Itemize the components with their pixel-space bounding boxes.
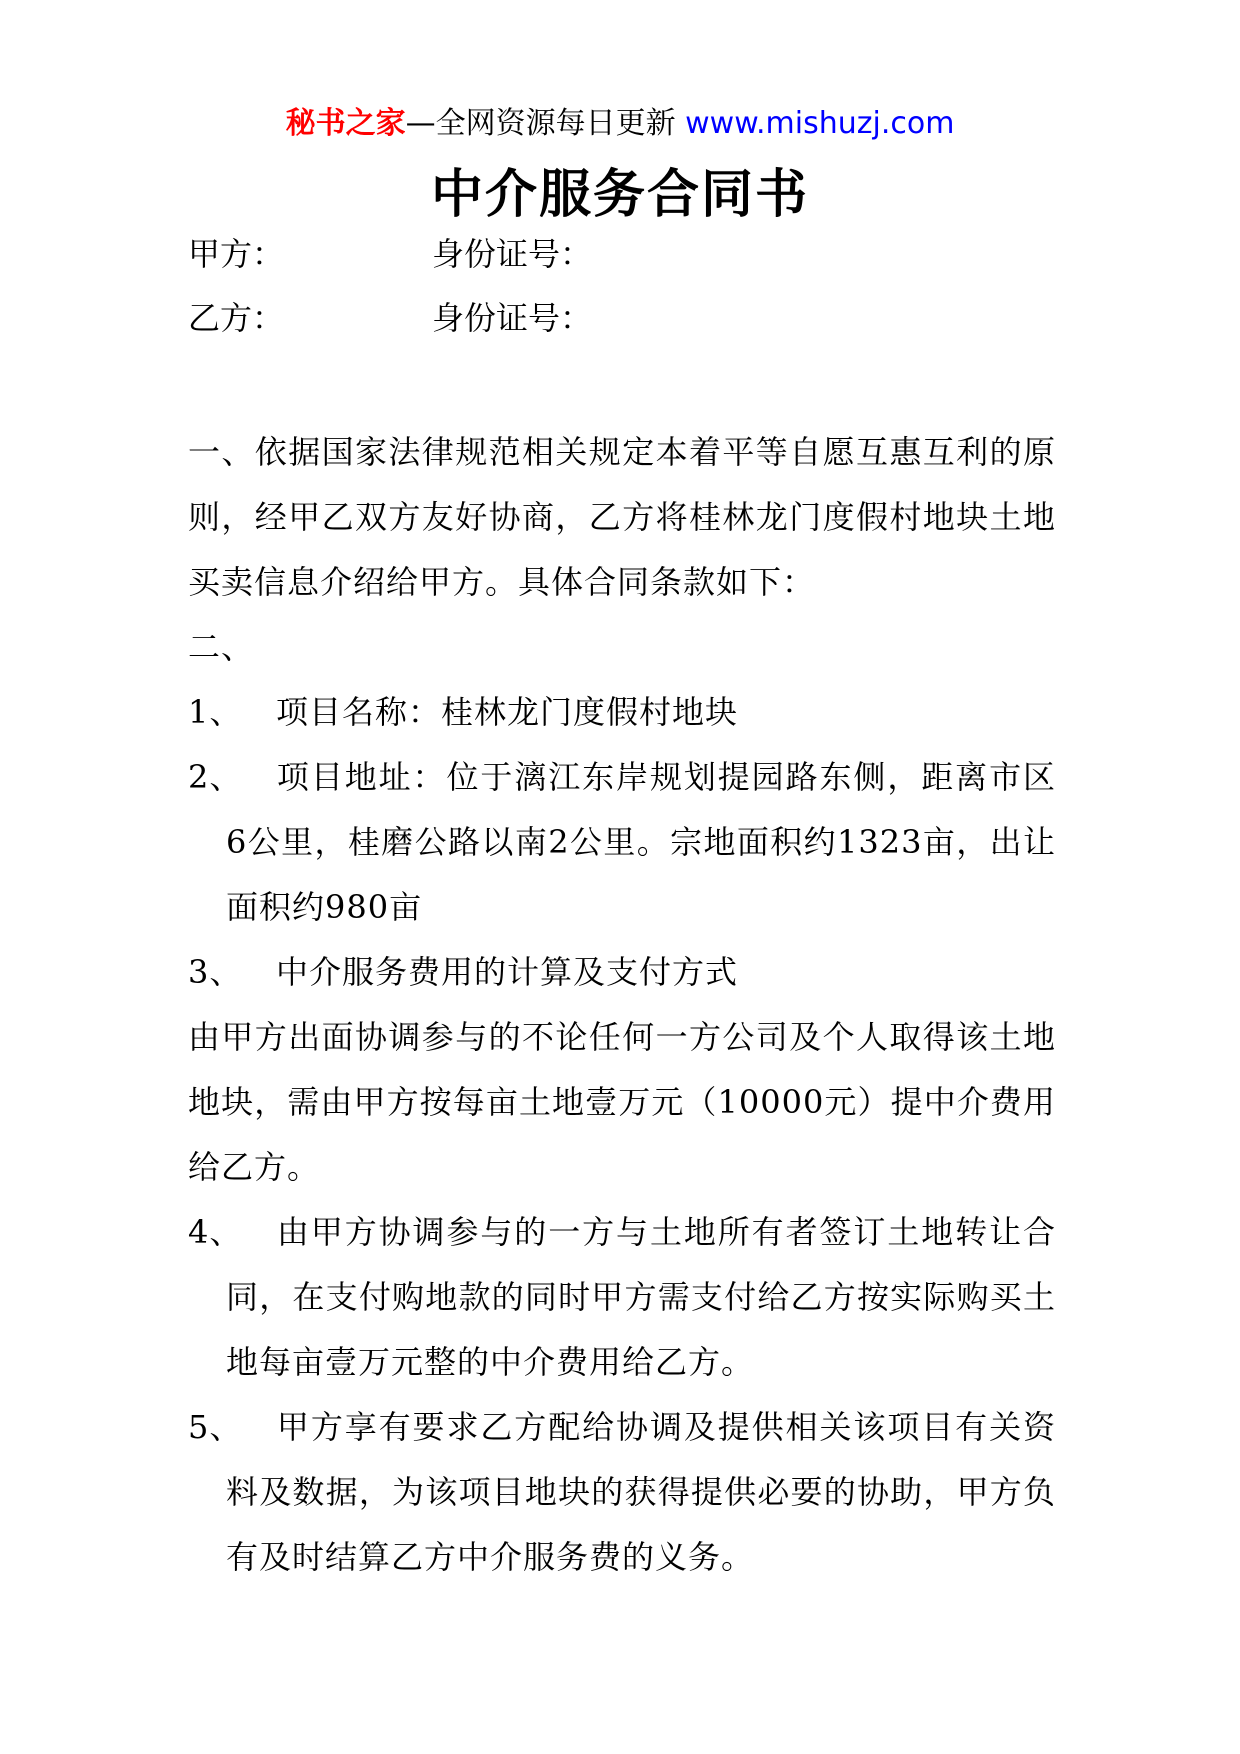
site-banner [0, 104, 1240, 144]
clause-item-1 [188, 680, 1056, 745]
clause-item-5 [188, 1395, 1056, 1590]
clause-number: 4、 [188, 1213, 243, 1251]
party-a-label: 甲方： [188, 235, 285, 273]
party-b-line [188, 296, 592, 340]
clause-item-4 [188, 1200, 1056, 1395]
clause-number: 5、 [188, 1408, 243, 1446]
clause-text: 中介服务费用的计算及支付方式 [276, 953, 739, 991]
clause-text: 项目地址：位于漓江东岸规划提园路东侧，距离市区6公里，桂磨公路以南2公里。宗地面积约1323亩，出让面积约980亩 [226, 758, 1056, 926]
clause-3-detail: 由甲方出面协调参与的不论任何一方公司及个人取得该土地地块，需由甲方按每亩土地壹万元（10000元）提中介费用给乙方。 [188, 1018, 1056, 1186]
clause-number: 3、 [188, 953, 243, 991]
clause-text: 项目名称：桂林龙门度假村地块 [276, 693, 739, 731]
clause-number: 2、 [188, 758, 243, 796]
section-two-heading: 二、 [188, 628, 255, 666]
banner-slogan: —全网资源每日更新 [405, 106, 676, 141]
party-b-label: 乙方： [188, 299, 285, 337]
clause-item-2 [188, 745, 1056, 940]
document-title: 中介服务合同书 [430, 165, 809, 225]
clause-text: 甲方享有要求乙方配给协调及提供相关该项目有关资料及数据，为该项目地块的获得提供必要的协助，甲方负有及时结算乙方中介服务费的义务。 [226, 1408, 1056, 1576]
clause-item-3 [188, 940, 1056, 1005]
party-a-line [188, 232, 592, 276]
clause-number: 1、 [188, 693, 243, 731]
brand-name: 秘书之家 [285, 106, 406, 141]
section-one: 一、依据国家法律规范相关规定本着平等自愿互惠互利的原则，经甲乙双方友好协商，乙方将桂林龙门度假村地块土地买卖信息介绍给甲方。具体合同条款如下： [188, 433, 1056, 601]
party-a-id-label: 身份证号： [432, 235, 593, 273]
clause-text: 由甲方协调参与的一方与土地所有者签订土地转让合同，在支付购地款的同时甲方需支付给乙方按实际购买土地每亩壹万元整的中介费用给乙方。 [226, 1213, 1056, 1381]
website-link[interactable]: www.mishuzj.com [685, 106, 955, 141]
contract-body [188, 420, 1056, 1590]
party-b-id-label: 身份证号： [432, 299, 593, 337]
